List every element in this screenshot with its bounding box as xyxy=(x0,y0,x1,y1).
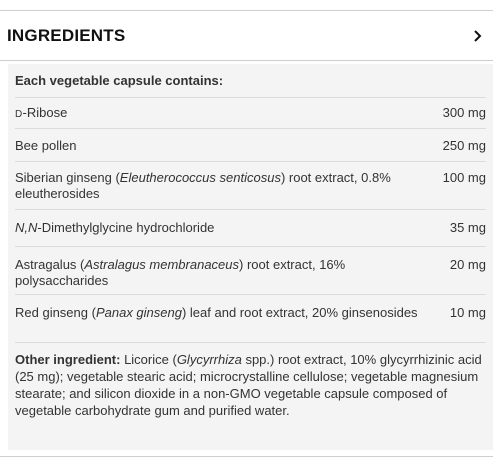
ingredient-name: Red ginseng (Panax ginseng) leaf and root extract, 20% ginsenosides xyxy=(15,305,418,320)
ingredient-amount: 20 mg xyxy=(449,257,486,272)
ingredient-amount: 250 mg xyxy=(442,138,486,153)
ingredient-name: Bee pollen xyxy=(15,138,77,153)
ingredients-accordion-header[interactable] xyxy=(0,11,493,60)
ingredient-amount: 10 mg xyxy=(449,305,486,320)
ingredient-row xyxy=(15,128,486,161)
header-divider xyxy=(0,60,493,61)
ingredient-name: D-Ribose xyxy=(15,105,68,120)
other-ingredient-label: Other ingredient: xyxy=(15,352,121,367)
ingredient-name: N,N-Dimethylglycine hydrochloride xyxy=(15,220,215,235)
ingredient-amount: 300 mg xyxy=(442,105,486,120)
ingredient-name: Siberian ginseng (Eleutherococcus senticosus) root extract, 0.8% eleutherosides xyxy=(15,170,391,201)
other-ingredients: Other ingredient: Licorice (Glycyrrhiza spp.) root extract, 10% glycyrrhizinic acid (25 mg); vegetable stearic acid; microcrystalline cellulose; vegetable magnesium stearate; and silicon dioxide in a non-GMO vegetable capsule composed of vegetable carbohydrate gum and purified water. xyxy=(15,342,486,419)
section-title: INGREDIENTS xyxy=(7,25,126,45)
ingredient-row xyxy=(15,246,486,294)
ingredient-row xyxy=(15,209,486,246)
ingredient-row xyxy=(15,294,486,342)
panel-caption: Each vegetable capsule contains: xyxy=(15,73,224,88)
bottom-divider xyxy=(0,456,493,457)
ingredient-name: Astragalus (Astralagus membranaceus) root extract, 16% polysaccharides xyxy=(15,257,346,288)
ingredient-amount: 35 mg xyxy=(449,220,486,235)
ingredient-row xyxy=(15,161,486,209)
chevron-right-icon[interactable] xyxy=(471,29,485,43)
ingredients-panel xyxy=(8,64,493,450)
ingredient-row xyxy=(15,97,486,128)
ingredient-amount: 100 mg xyxy=(442,170,486,185)
